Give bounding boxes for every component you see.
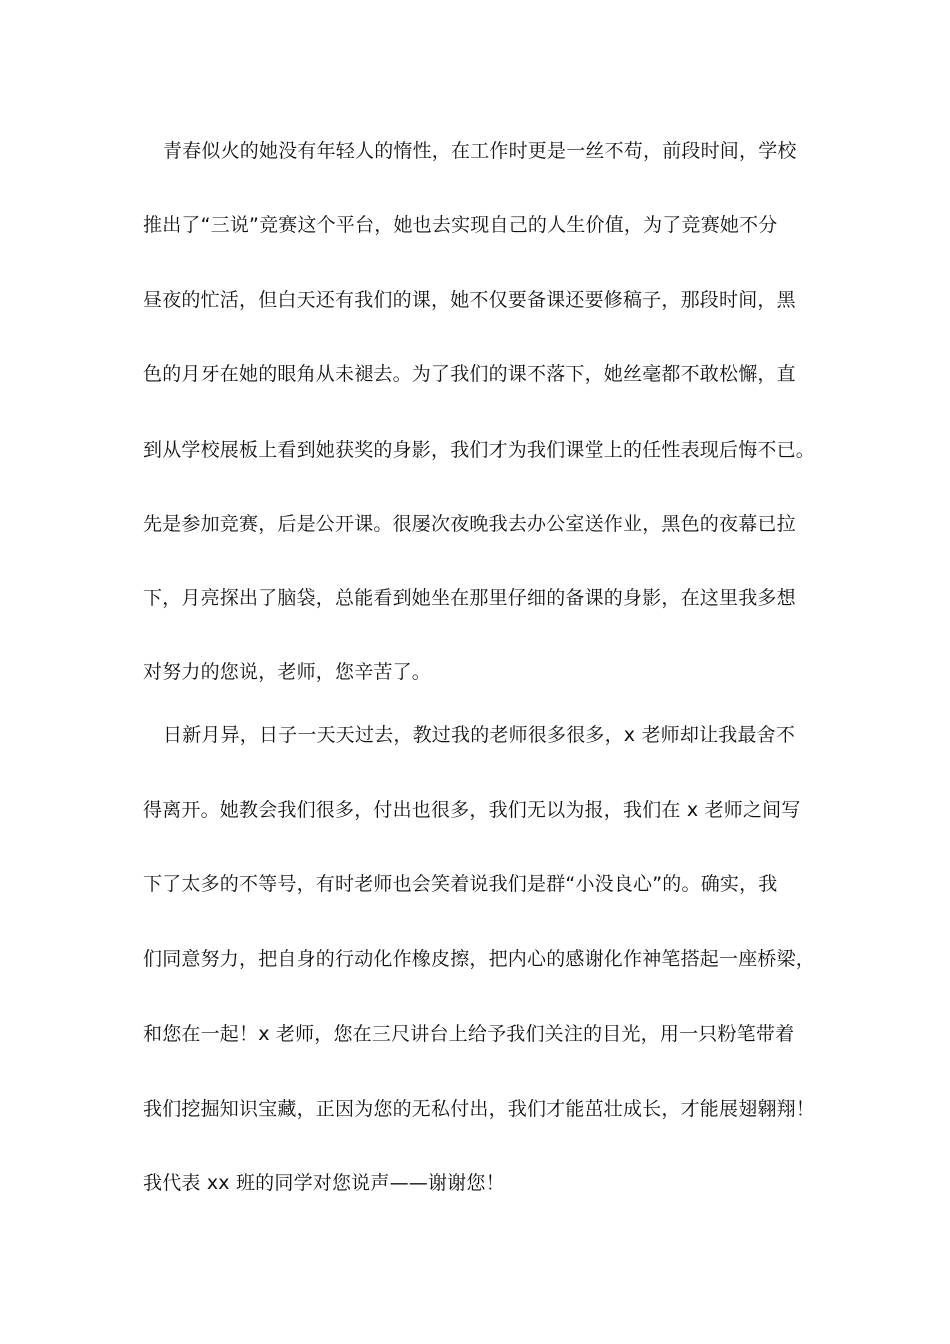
paragraph-1-line-3: 昼夜的忙活，但白天还有我们的课，她不仅要备课还要修稿子，那段时间，黑 — [143, 289, 796, 311]
paragraph-2-line-6: 我们挖掘知识宝藏，正因为您的无私付出，我们才能茁壮成长，才能展翅翱翔！ — [143, 1098, 816, 1120]
paragraph-1-line-8: 对努力的您说，老师，您辛苦了。 — [143, 661, 432, 683]
paragraph-1-line-1: 青春似火的她没有年轻人的惰性，在工作时更是一丝不苟，前段时间，学校 — [163, 140, 797, 162]
paragraph-1-line-2: 推出了“三说”竞赛这个平台，她也去实现自己的人生价值，为了竞赛她不分 — [143, 214, 778, 236]
paragraph-2-line-5: 和您在一起！x 老师，您在三尺讲台上给予我们关注的目光，用一只粉笔带着 — [143, 1023, 795, 1045]
paragraph-2-line-3: 下了太多的不等号，有时老师也会笑着说我们是群“小没良心”的。确实，我 — [143, 873, 778, 895]
paragraph-2-line-2: 得离开。她教会我们很多，付出也很多，我们无以为报，我们在 x 老师之间写 — [143, 799, 801, 821]
paragraph-2-line-7: 我代表 xx 班的同学对您说声——谢谢您！ — [143, 1172, 505, 1194]
paragraph-2-line-4: 们同意努力，把自身的行动化作橡皮擦，把内心的感谢化作神笔搭起一座桥梁， — [143, 948, 816, 970]
paragraph-1-line-5: 到从学校展板上看到她获奖的身影，我们才为我们课堂上的任性表现后悔不已。 — [143, 439, 816, 461]
paragraph-1-line-4: 色的月牙在她的眼角从未褪去。为了我们的课不落下，她丝毫都不敢松懈，直 — [143, 363, 796, 385]
paragraph-1-line-7: 下，月亮探出了脑袋，总能看到她坐在那里仔细的备课的身影，在这里我多想 — [143, 587, 796, 609]
paragraph-1-line-6: 先是参加竞赛，后是公开课。很屡次夜晚我去办公室送作业，黑色的夜幕已拉 — [143, 513, 796, 535]
paragraph-2-line-1: 日新月异，日子一天天过去，教过我的老师很多很多，x 老师却让我最舍不 — [163, 724, 796, 746]
